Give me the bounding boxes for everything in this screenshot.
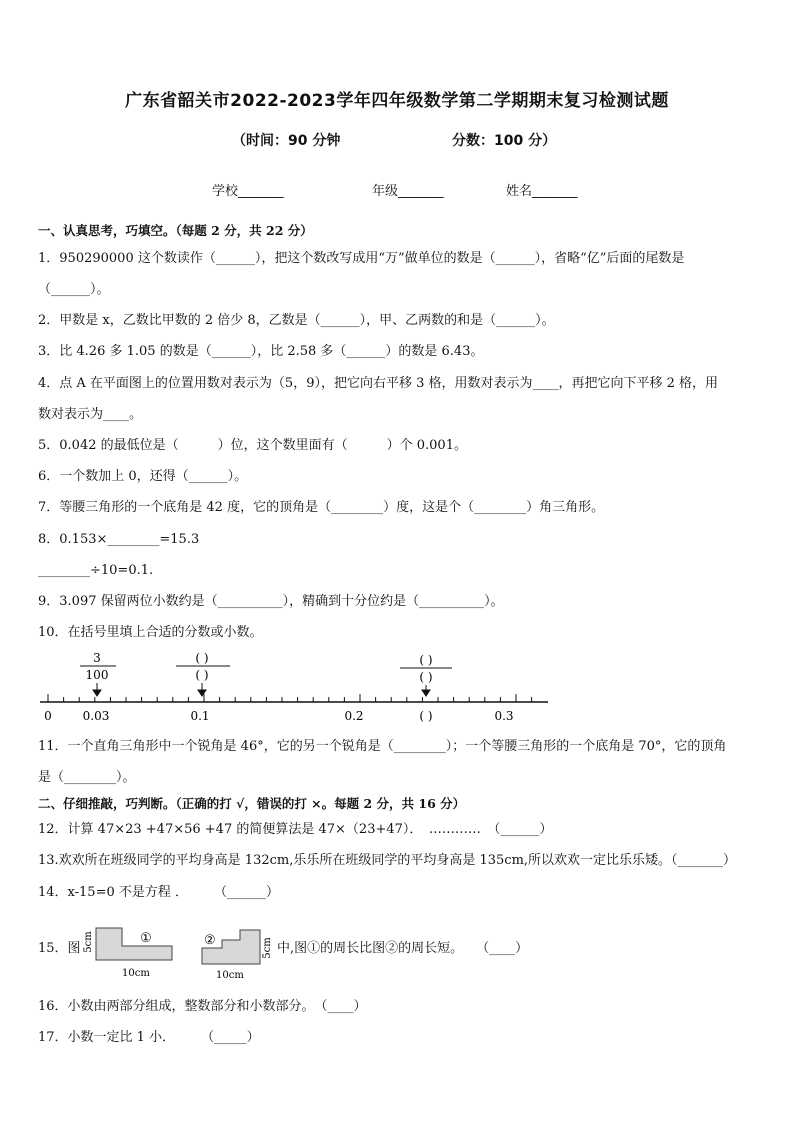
question-3: 3．比 4.26 多 1.05 的数是（______），比 2.58 多（______）的数是 6.43。 [38,344,484,359]
number-line-ticks [48,694,532,702]
dim-label-5cm-left: 5cm [83,931,94,953]
figure-2-label: ② [204,933,216,948]
tick-label-0-2: 0.2 [344,709,364,723]
question-2: 2．甲数是 x，乙数比甲数的 2 倍少 8，乙数是（______），甲、乙两数的和是（______）。 [38,313,555,328]
tick-label-0-3: 0.3 [494,709,514,723]
figure-1-polygon [96,928,172,960]
number-line-figure [36,648,556,726]
question-14: 14．x-15=0 不是方程 ． （______） [38,885,280,900]
arrow-icon [93,683,101,696]
figure-2-shape [198,924,278,984]
question-8-line2: ________÷10=0.1. [38,563,154,578]
fraction-numerator: 3 [93,651,101,665]
question-4-line2: 数对表示为____。 [38,407,143,422]
arrow-icon [198,683,206,696]
blank-fraction-numerator-2: ( ) [419,653,433,667]
question-7: 7．等腰三角形的一个底角是 42 度，它的顶角是（________）度，这是个（________）角三角形。 [38,500,605,515]
tick-label-blank: ( ) [419,709,433,723]
exam-score: 分数：100 分） [452,133,557,149]
name-field: 姓名_______ [506,184,578,199]
page-title: 广东省韶关市2022-2023学年四年级数学第二学期期末复习检测试题 [125,91,669,111]
question-15-prefix: 15．图 [38,941,81,956]
grade-field: 年级_______ [372,184,444,199]
question-13: 13.欢欢所在班级同学的平均身高是 132cm,乐乐所在班级同学的平均身高是 135cm,所以欢欢一定比乐乐矮。（_______） [38,853,737,868]
blank-fraction-denominator-2: ( ) [419,670,433,684]
question-4-line1: 4．点 A 在平面图上的位置用数对表示为（5，9），把它向右平移 3 格，用数对表示为____，再把它向下平移 2 格，用 [38,376,719,391]
figure-1-shape [82,924,178,980]
figure-1-label: ① [140,931,152,946]
fraction-denominator: 100 [85,668,109,682]
question-1-line1: 1．950290000 这个数读作（______），把这个数改写成用“万”做单位的数是（______），省略“亿”后面的尾数是 [38,251,685,266]
exam-time: （时间：90 分钟 [232,133,341,149]
blank-fraction-denominator-1: ( ) [195,668,209,682]
blank-fraction-numerator-1: ( ) [195,651,209,665]
question-11-line2: 是（________）。 [38,770,136,785]
section-2-heading: 二、仔细推敲，巧判断。（正确的打 √，错误的打 ×。每题 2 分，共 16 分） [38,796,466,811]
tick-label-0: 0 [44,709,52,723]
arrow-icon [422,685,430,696]
dim-label-5cm-right: 5cm [262,937,273,959]
question-6: 6．一个数加上 0，还得（______）。 [38,469,248,484]
question-11-line1: 11．一个直角三角形中一个锐角是 46°，它的另一个锐角是（________）；一个等腰三角形的一个底角是 70°，它的顶角 [38,739,727,754]
tick-label-0-1: 0.1 [190,709,210,723]
question-5: 5．0.042 的最低位是（ ）位，这个数里面有（ ）个 0.001。 [38,438,467,453]
question-15-text: 中,图①的周长比图②的周长短。 （____） [277,941,529,956]
question-1-line2: （______）。 [38,282,110,297]
tick-label-0-03: 0.03 [82,709,110,723]
question-12: 12．计算 47×23 +47×56 +47 的简便算法是 47×（23+47）． ………… （______） [38,822,553,837]
question-16: 16．小数由两部分组成，整数部分和小数部分。 （____） [38,999,367,1014]
dim-label-10cm-1: 10cm [122,968,150,979]
question-10: 10．在括号里填上合适的分数或小数。 [38,625,263,640]
question-8-line1: 8．0.153×________=15.3 [38,532,200,547]
section-1-heading: 一、认真思考，巧填空。（每题 2 分，共 22 分） [38,223,313,238]
question-9: 9．3.097 保留两位小数约是（__________），精确到十分位约是（__________）。 [38,594,504,609]
dim-label-10cm-2: 10cm [216,970,244,981]
question-17: 17．小数一定比 1 小． （_____） [38,1030,260,1045]
school-field: 学校_______ [212,184,284,199]
